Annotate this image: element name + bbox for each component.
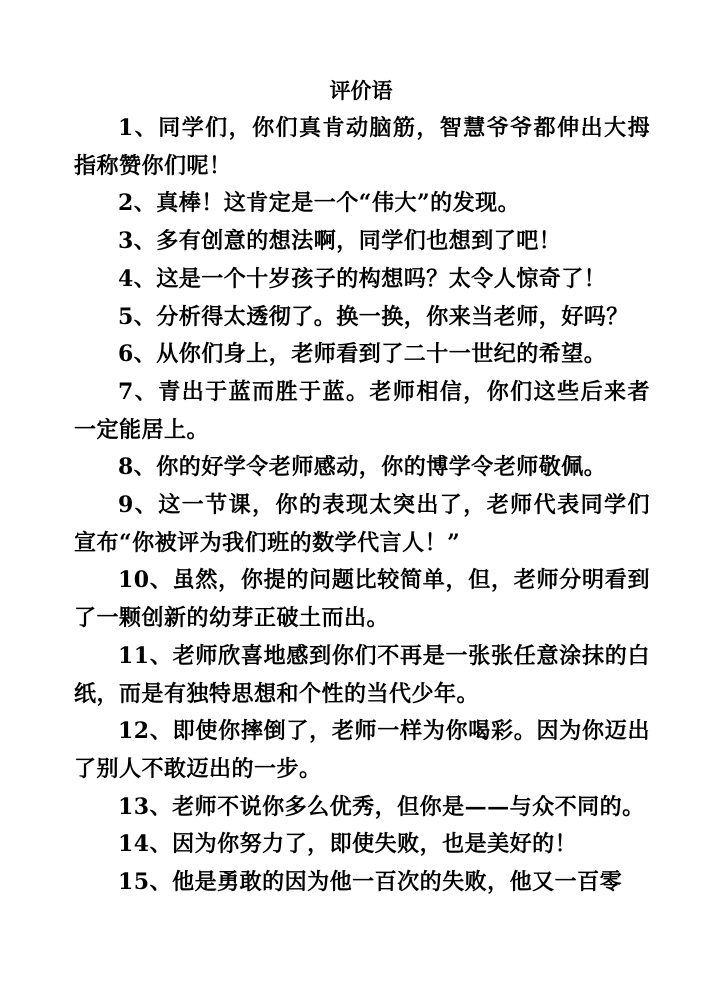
paragraph-7: 7、青出于蓝而胜于蓝。老师相信，你们这些后来者一定能居上。 <box>74 378 650 443</box>
paragraph-9: 9、这一节课，你的表现太突出了，老师代表同学们宣布“你被评为我们班的数学代言人！” <box>74 492 650 556</box>
paragraph-12: 12、即使你摔倒了，老师一样为你喝彩。因为你迈出了别人不敢迈出的一步。 <box>74 718 650 782</box>
paragraph-8: 8、你的好学令老师感动，你的博学令老师敬佩。 <box>118 454 607 481</box>
paragraph-3: 3、多有创意的想法啊，同学们也想到了吧！ <box>118 228 562 255</box>
paragraph-2: 2、真棒！这肯定是一个“伟大”的发现。 <box>118 190 521 217</box>
document-title: 评价语 <box>329 78 393 103</box>
paragraph-4: 4、这是一个十岁孩子的构想吗？太令人惊奇了！ <box>118 265 607 292</box>
document-body <box>74 110 650 902</box>
paragraph-14: 14、因为你努力了，即使失败，也是美好的！ <box>118 831 578 858</box>
paragraph-15: 15、他是勇敢的因为他一百次的失败，他又一百零 <box>118 869 623 896</box>
paragraph-13: 13、老师不说你多么优秀，但你是——与众不同的。 <box>118 793 645 820</box>
paragraph-5: 5、分析得太透彻了。换一换，你来当老师，好吗？ <box>118 303 629 330</box>
paragraph-1: 1、同学们，你们真肯动脑筋，智慧爷爷都伸出大拇指称赞你们呢！ <box>74 115 650 179</box>
paragraph-10: 10、虽然，你提的问题比较简单，但，老师分明看到了一颗创新的幼芽正破土而出。 <box>74 567 650 632</box>
paragraph-6: 6、从你们身上，老师看到了二十一世纪的希望。 <box>118 341 607 368</box>
paragraph-11: 11、老师欣喜地感到你们不再是一张张任意涂抹的白纸，而是有独特思想和个性的当代少年。 <box>74 642 650 707</box>
